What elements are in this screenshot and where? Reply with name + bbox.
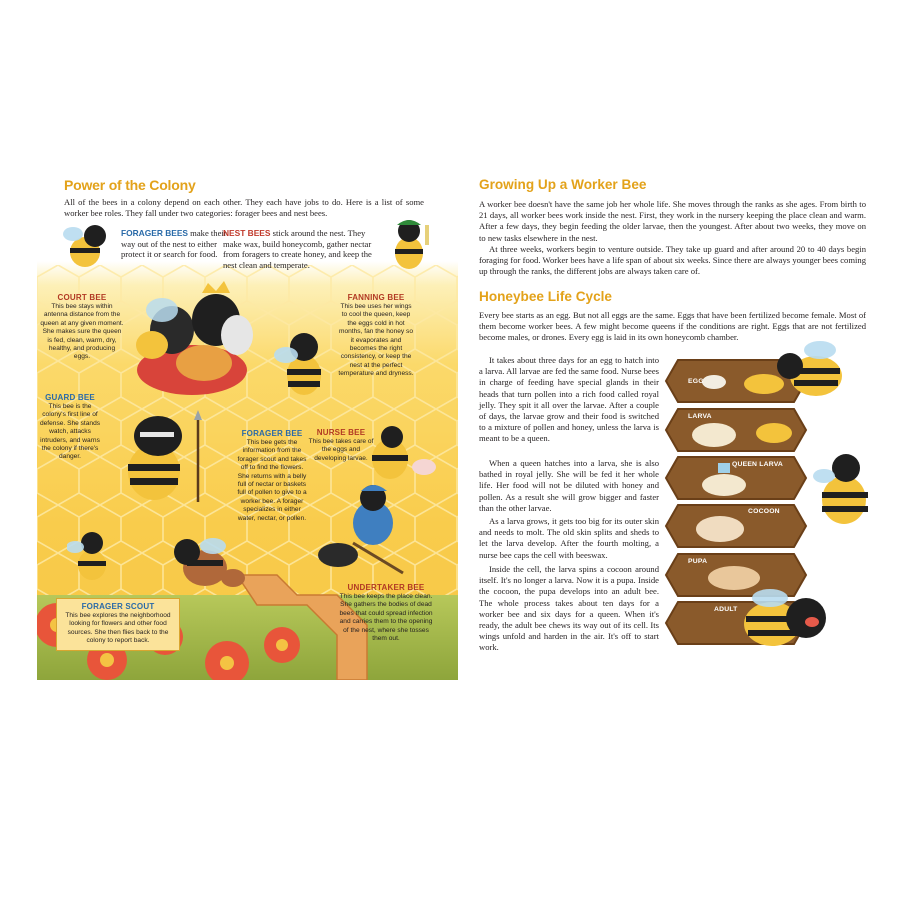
nest-bees-text: stick around the nest. They make wax, build honeycomb, gather nectar from foragers to create honey, and keep the nest clean and temperate. [223, 228, 372, 270]
lifecycle-paragraph-1: Every bee starts as an egg. But not all eggs are the same. Eggs that have been fertilized become female. Most of them become worker bees. A few might become queens if the conditions are right. Eggs that are not fertilized become males, or drones. Every egg is laid in its own honeycomb chamber. [479, 310, 866, 343]
role-description: This bee stays within antenna distance from the queen at any given moment. She makes sure the queen is fed, clean, warm, dry, healthy, and producing eggs. [40, 303, 124, 361]
role-undertaker-bee [338, 583, 434, 643]
stage-label: COCOON [748, 508, 780, 515]
forager-bees-category [121, 228, 231, 260]
queen-larva-bee-illustration [810, 448, 868, 528]
role-title: COURT BEE [57, 293, 107, 302]
lifecycle-paragraph-5: Inside the cell, the larva spins a cocoon around itself. It's no longer a larva. Now it is a pupa. Inside the cocoon, the pupa develops into an adult bee. The whole process takes about ten days for a worker bee and six days for a queen. When it's ready, the adult bee chews its way out of its cell. Its wings unfold and harden in the air. It's off to start work. [479, 564, 659, 653]
intro-paragraph: All of the bees in a colony depend on each other. They each have jobs to do. Here is a list of some worker bee roles. They fall under two categories: forager bees and nest bees. [64, 197, 424, 219]
honeycomb-cell [664, 503, 808, 549]
role-description: This bee is the colony's first line of defense. She stands watch, attacks intruders, and warns the colony if there's danger. [39, 403, 101, 461]
role-title: FANNING BEE [347, 293, 405, 302]
honeycomb-cell [664, 407, 808, 453]
forager-header-bee-illustration [61, 220, 115, 272]
role-forager-bee [237, 429, 307, 523]
nest-bees-category [223, 228, 381, 270]
role-title: UNDERTAKER BEE [347, 583, 425, 592]
role-description: This bee gets the information from the forager scout and takes off to find the flowers. She returns with a belly full of nectar or baskets full of pollen to give to a worker bee. A forager specializes in either water, nectar, or pollen. [237, 439, 307, 522]
forager-bees-heading: FORAGER BEES [121, 228, 189, 238]
stage-label: EGG [688, 378, 704, 385]
lifecycle-cell-larva [664, 407, 808, 453]
adult-bee-illustration [740, 588, 832, 650]
stage-label: LARVA [688, 413, 712, 420]
stage-label: PUPA [688, 558, 708, 565]
role-forager-scout [56, 598, 180, 651]
role-nurse-bee [308, 428, 374, 463]
role-title: GUARD BEE [45, 393, 95, 402]
page-title-colony: Power of the Colony [64, 177, 196, 193]
queen-court-illustration [132, 275, 262, 400]
forager-bee-illustration [167, 530, 247, 600]
lifecycle-paragraph-4: As a larva grows, it gets too big for its outer skin and needs to molt. The old skin splits and sheds to let the larva develop. After the fourth molting, a nurse bee caps the cell with beeswax. [479, 516, 659, 560]
lifecycle-paragraph-2: It takes about three days for an egg to hatch into a larva. All larvae are fed the same food. Nurse bees in charge of feeding have special glands in their heads that turn pollen into a rich food called royal jelly. They spit it all over the larvae. After a couple of days, the larvae grow and their food is switched to a mixture of pollen and honey, unless the larva is meant to be a queen. [479, 355, 659, 444]
role-title: FORAGER SCOUT [81, 602, 155, 611]
role-title: FORAGER BEE [241, 429, 303, 438]
role-description: This bee uses her wings to cool the queen, keep the eggs cold in hot months, fan the honey so it evaporates and becomes the right consistency, or keep the nest at the perfect temperature and dryness. [338, 303, 414, 378]
growing-paragraph-2: At three weeks, workers begin to venture outside. They take up guard and after around 20 to 40 days begin foraging for food. Worker bees have a life span of about six weeks. Since there are always younger bees coming up through the ranks, the different jobs are always taken care of. [479, 244, 866, 277]
nest-header-bee-illustration [387, 215, 437, 273]
forager-scout-illustration [67, 525, 117, 585]
role-description: This bee keeps the place clean. She gathers the bodies of dead bees that could spread infection and carries them to the opening of the nest, where she tosses them out. [339, 593, 433, 643]
stage-label: ADULT [714, 606, 738, 613]
heading-life-cycle: Honeybee Life Cycle [479, 289, 612, 304]
stage-label: QUEEN LARVA [732, 461, 784, 468]
undertaker-bee-illustration [313, 483, 423, 578]
role-title: NURSE BEE [316, 428, 366, 437]
guard-bee-illustration [122, 410, 212, 505]
egg-nurse-bee-illustration [768, 340, 848, 400]
role-guard-bee [39, 393, 101, 462]
lifecycle-cell-cocoon [664, 503, 808, 549]
role-description: This bee takes care of the eggs and developing larvae. [308, 438, 374, 462]
left-page-colony [37, 165, 458, 680]
lifecycle-paragraph-3: When a queen hatches into a larva, she is also bathed in royal jelly. She will be fed it her whole life. Her food will not be diluted with honey and pollen. As a result she will grow bigger and faster than the other larvae. [479, 458, 659, 513]
nest-bees-heading: NEST BEES [223, 228, 271, 238]
lifecycle-cell-queen-larva [664, 455, 808, 501]
forager-bees-text: make their way out of the nest to either protect it or search for food. [121, 228, 227, 260]
growing-paragraph-1: A worker bee doesn't have the same job her whole life. She moves through the ranks as she ages. From birth to 21 days, all worker bees work inside the nest. First, they work in the nursery keeping the place clean and warm. After a few days, they begin feeding the older larvae, then the youngest. After about two weeks, they move on to new tasks elsewhere in the nest. [479, 199, 866, 243]
role-court-bee [40, 293, 124, 362]
role-fanning-bee [337, 293, 415, 379]
fanning-bee-illustration [274, 325, 334, 400]
nurse-bee-illustration [362, 425, 442, 485]
role-description: This bee explores the neighborhood looking for flowers and other food sources. She then flies back to the colony to report back. [65, 612, 171, 645]
heading-growing-up: Growing Up a Worker Bee [479, 177, 647, 192]
